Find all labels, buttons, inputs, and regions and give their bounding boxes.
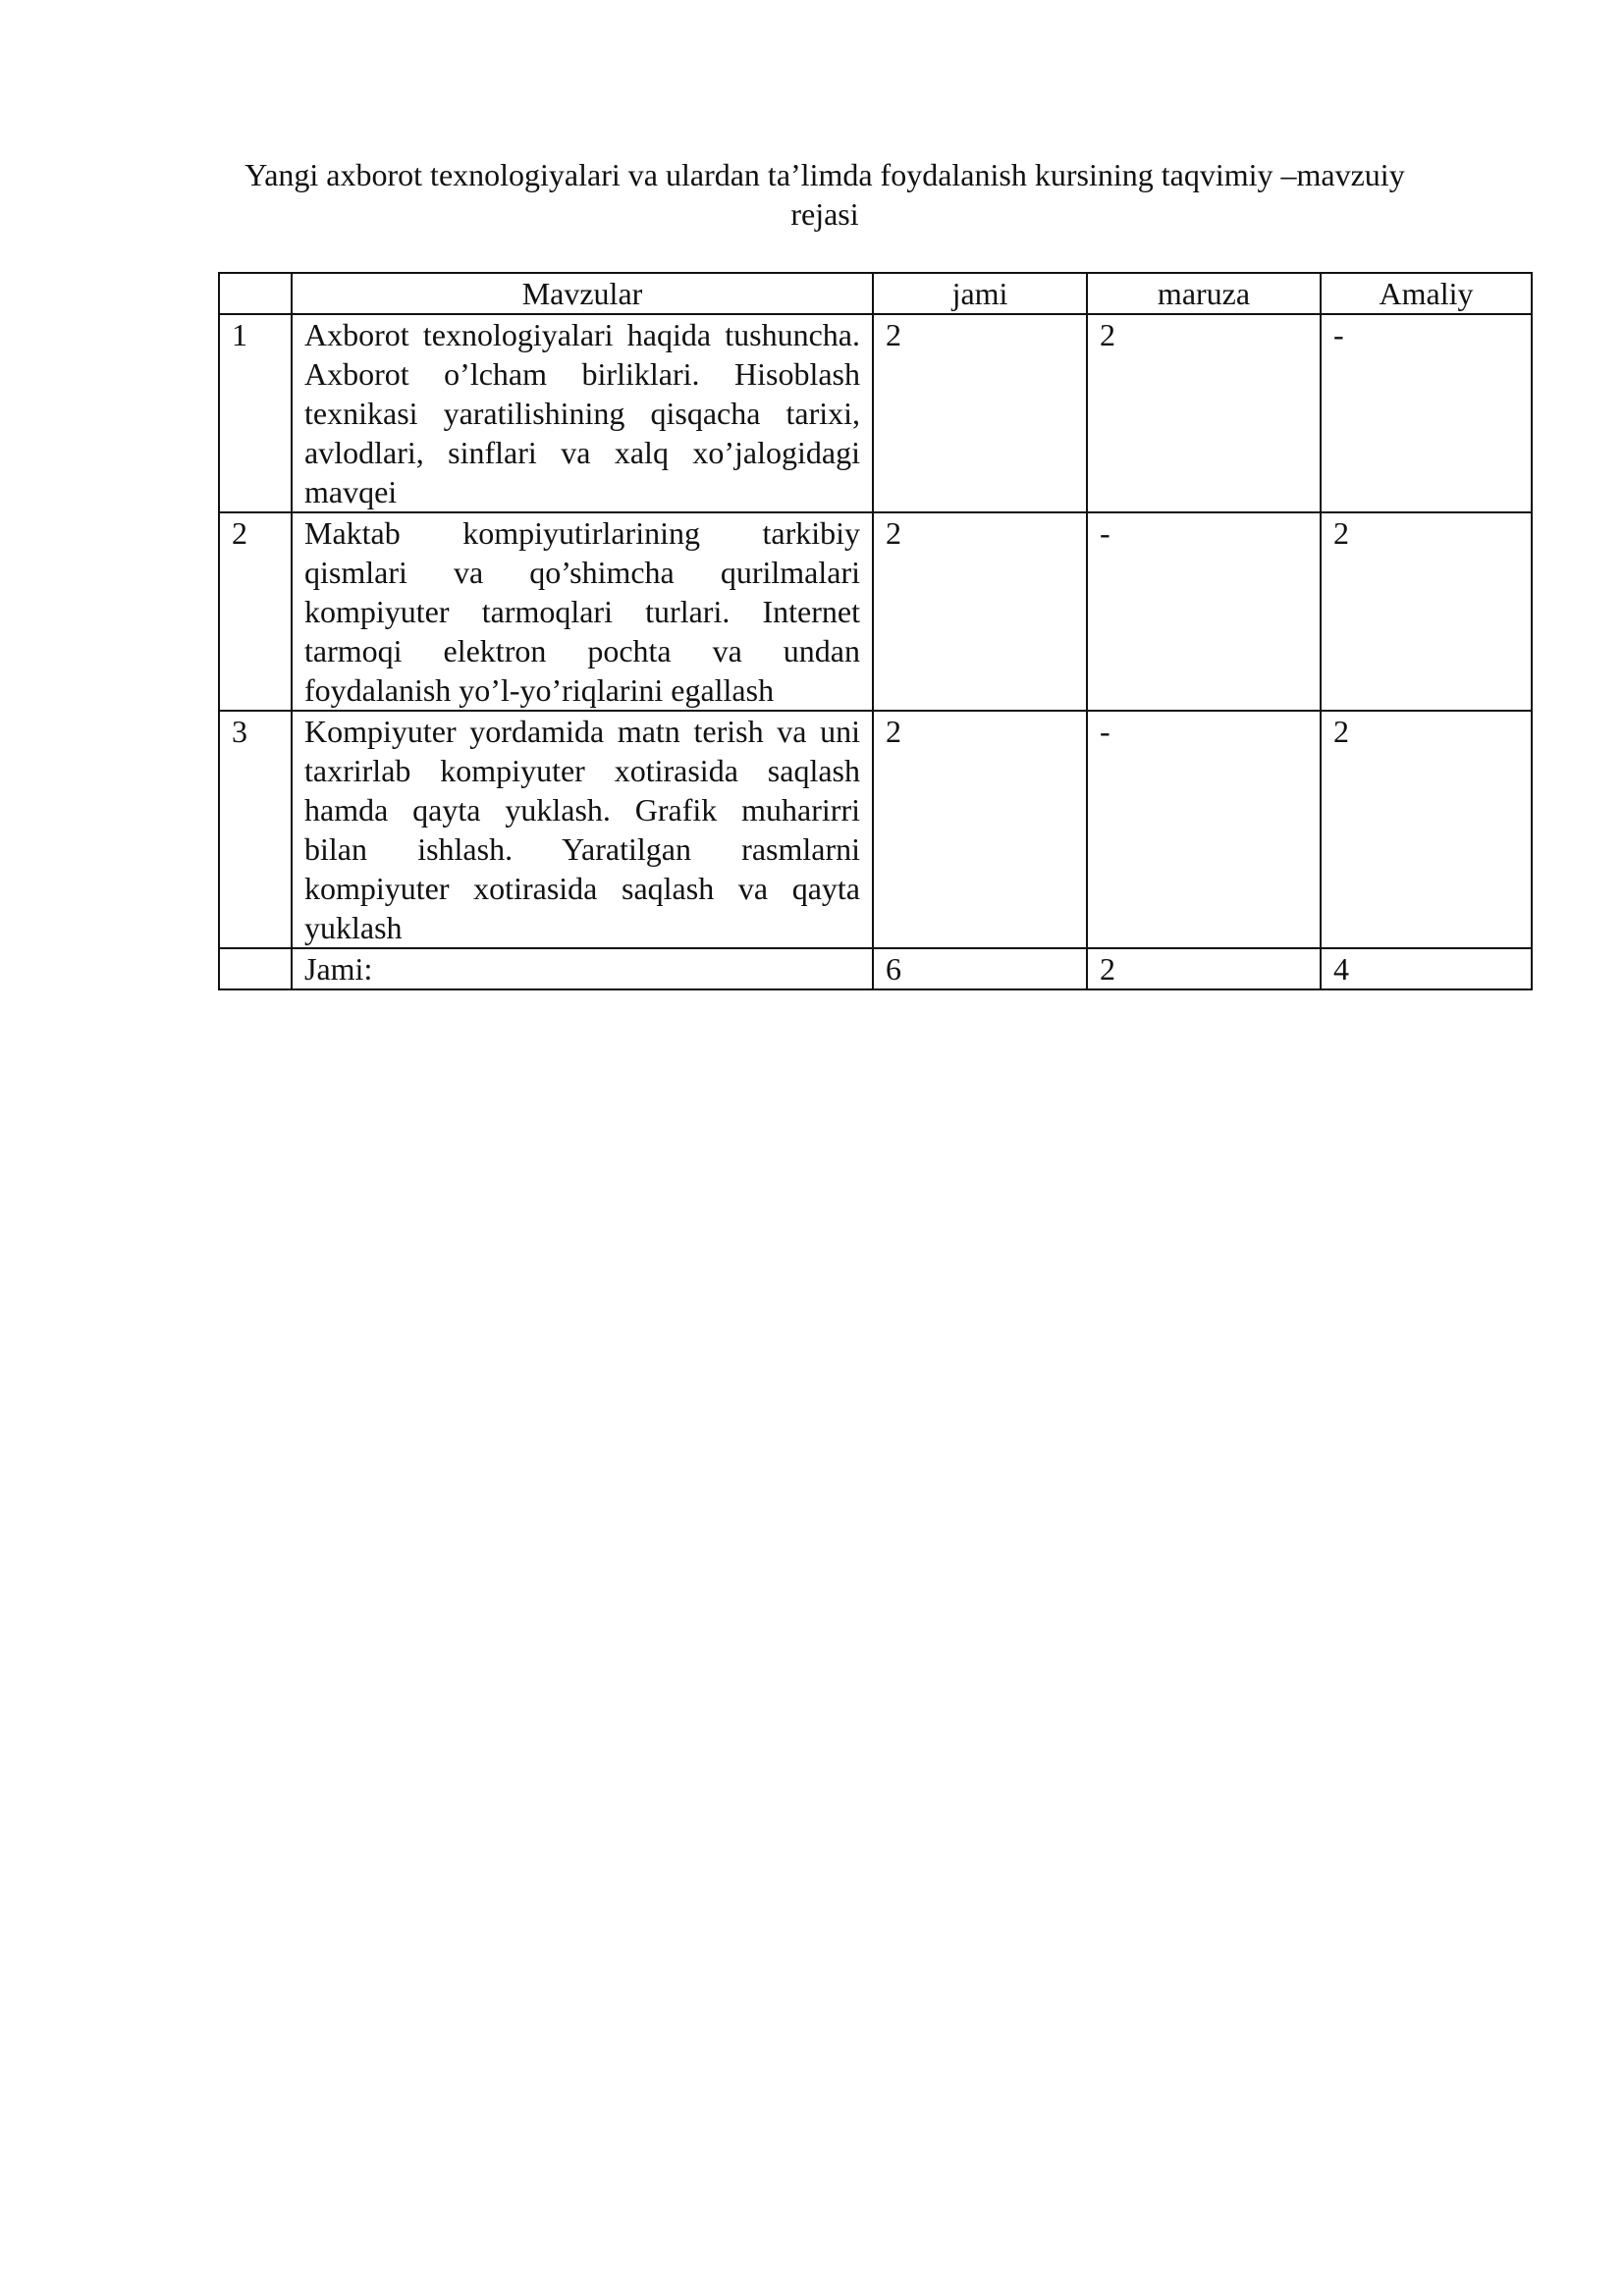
row-topic: Maktab kompiyutirlarining tarkibiy qismlari va qo’shimcha qurilmalari kompiyuter tarmoqlari turlari. Internet tarmoqi elektron pochta va undan foydalanish yo’l-yo’riqlarini egallash (292, 512, 873, 711)
table-header-row (219, 273, 1532, 314)
row-topic: Kompiyuter yordamida matn terish va uni taxrirlab kompiyuter xotirasida saqlash hamda qayta yuklash. Grafik muharirri bilan ishlash. Yaratilgan rasmlarni kompiyuter xotirasida saqlash va qayta yuklash (292, 711, 873, 948)
row-amaliy: 2 (1321, 512, 1532, 711)
row-number: 1 (219, 314, 292, 512)
total-maruza: 2 (1087, 948, 1321, 989)
row-maruza: 2 (1087, 314, 1321, 512)
header-jami: jami (873, 273, 1087, 314)
row-number: 2 (219, 512, 292, 711)
header-number (219, 273, 292, 314)
header-amaliy: Amaliy (1321, 273, 1532, 314)
title-line-1: Yangi axborot texnologiyalari va ulardan ta’limda foydalanish kursining taqvimiy –mavzuiy (244, 157, 1405, 192)
row-topic: Axborot texnologiyalari haqida tushuncha. Axborot o’lcham birliklari. Hisoblash texnikasi yaratilishining qisqacha tarixi, avlodlari, sinflari va xalq xo’jalogidagi mavqei (292, 314, 873, 512)
table-row (219, 512, 1532, 711)
table-row (219, 711, 1532, 948)
row-amaliy: 2 (1321, 711, 1532, 948)
header-topics: Mavzular (292, 273, 873, 314)
total-number (219, 948, 292, 989)
row-maruza: - (1087, 512, 1321, 711)
table-total-row (219, 948, 1532, 989)
table-row (219, 314, 1532, 512)
row-maruza: - (1087, 711, 1321, 948)
title-line-2: rejasi (790, 196, 859, 232)
row-number: 3 (219, 711, 292, 948)
page-title (218, 155, 1432, 234)
row-amaliy: - (1321, 314, 1532, 512)
total-label: Jami: (292, 948, 873, 989)
header-maruza: maruza (1087, 273, 1321, 314)
row-jami: 2 (873, 711, 1087, 948)
total-jami: 6 (873, 948, 1087, 989)
lesson-plan-table (218, 272, 1533, 990)
row-jami: 2 (873, 314, 1087, 512)
total-amaliy: 4 (1321, 948, 1532, 989)
row-jami: 2 (873, 512, 1087, 711)
